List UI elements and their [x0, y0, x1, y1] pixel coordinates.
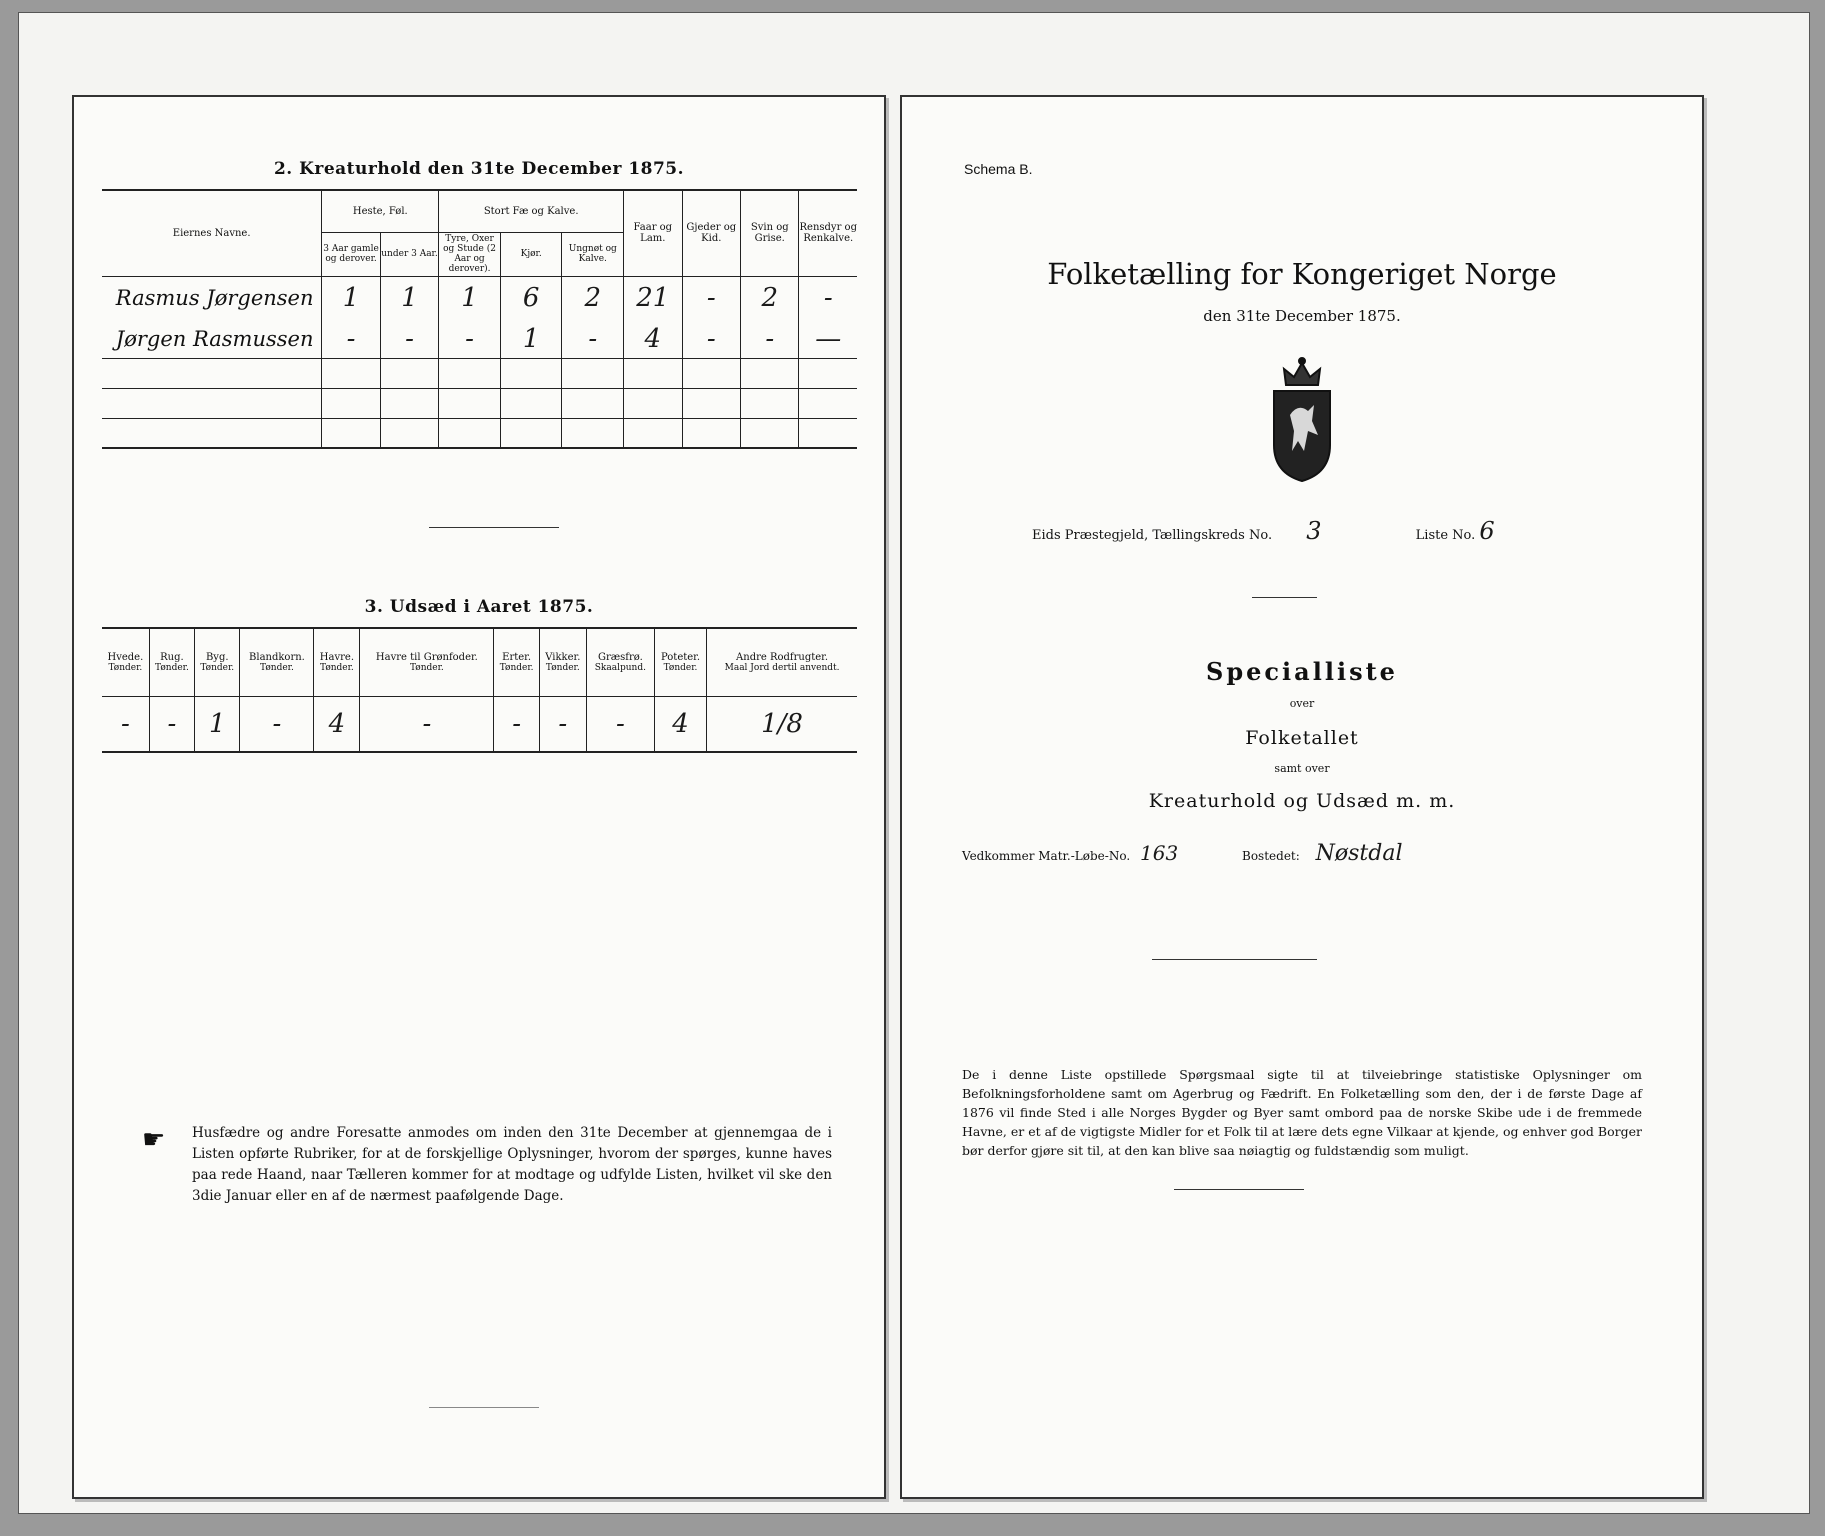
divider: [1152, 959, 1317, 960]
cell: -: [380, 320, 438, 358]
crop-name: Poteter.: [660, 651, 701, 663]
page-title: Folketælling for Kongeriget Norge: [1047, 257, 1557, 291]
crop-name: Blandkorn.: [249, 651, 305, 663]
table-row: [102, 320, 857, 358]
crop-header: [240, 628, 314, 696]
table-row: [102, 358, 857, 388]
crop-header: [102, 628, 149, 696]
bostedet-label: Bostedet:: [1242, 849, 1300, 863]
table-row: [102, 276, 857, 320]
owner-cell: Rasmus Jørgensen: [102, 276, 322, 320]
crop-value: -: [360, 696, 494, 752]
right-page: [900, 95, 1704, 1499]
cell: 1: [380, 276, 438, 320]
cell: 2: [741, 276, 799, 320]
reindeer-header: Rensdyr og Renkalve.: [799, 190, 857, 276]
horses-young-header: under 3 Aar.: [380, 232, 438, 276]
crop-value: -: [586, 696, 654, 752]
crop-unit: Skaalpund.: [594, 662, 646, 673]
crop-value: 4: [314, 696, 360, 752]
crop-value: -: [102, 696, 149, 752]
bostedet-value: Nøstdal: [1315, 841, 1403, 866]
horses-old-header: 3 Aar gamle og derover.: [322, 232, 380, 276]
special-list-title: Specialliste: [1206, 657, 1398, 686]
cell: 1: [439, 276, 501, 320]
crop-value: -: [149, 696, 194, 752]
table-row: [102, 418, 857, 448]
section3-title: 3. Udsæd i Aaret 1875.: [364, 597, 594, 617]
matr-label: Vedkommer Matr.-Løbe-No.: [962, 849, 1131, 863]
schema-label: Schema B.: [964, 161, 1033, 177]
divider: [429, 1407, 539, 1408]
left-page: [72, 95, 886, 1499]
crop-table: [102, 627, 857, 753]
list-number: 6: [1479, 517, 1495, 545]
goats-header: Gjeder og Kid.: [682, 190, 740, 276]
cattle-cows-header: Kjør.: [500, 232, 562, 276]
table-row: [102, 388, 857, 418]
cattle-bulls-header: Tyre, Oxer og Stude (2 Aar og derover).: [439, 232, 501, 276]
cell: -: [322, 320, 380, 358]
crop-name: Havre til Grønfoder.: [375, 651, 478, 663]
matr-number: 163: [1140, 841, 1179, 865]
sheep-header: Faar og Lam.: [624, 190, 682, 276]
census-date: den 31te December 1875.: [1203, 307, 1401, 325]
cell: -: [562, 320, 624, 358]
crop-value: 1/8: [707, 696, 857, 752]
district-label: Tællingskreds No.: [1152, 528, 1273, 543]
divider: [1252, 597, 1317, 598]
samt-over-text: samt over: [1274, 762, 1330, 775]
divider: [429, 527, 559, 528]
district-number: 3: [1306, 517, 1322, 545]
cell: 21: [624, 276, 682, 320]
cell: -: [799, 276, 857, 320]
crop-unit: Tønder.: [545, 662, 580, 673]
crop-name: Græsfrø.: [597, 651, 643, 663]
crop-name: Havre.: [319, 651, 355, 663]
horses-header: Heste, Føl.: [322, 190, 439, 232]
crop-name: Rug.: [160, 651, 184, 663]
crop-header: [707, 628, 857, 696]
crop-header: [586, 628, 654, 696]
crop-header: [654, 628, 706, 696]
cell: 1: [322, 276, 380, 320]
cell: -: [682, 276, 740, 320]
matr-line: [962, 841, 1662, 866]
instructions-note: Husfædre og andre Foresatte anmodes om inden den 31te December at gjennemgaa de i Listen opførte Rubriker, for at de forskjellige Oplysninger, hvorom der spørges, kunne haves paa rede Haand, naar Tælleren kommer for at modtage og udfylde Listen, hvilket vil ske den 3die Januar eller en af de nærmest paafølgende Dage.: [192, 1125, 832, 1204]
coat-of-arms-icon: [1264, 355, 1340, 485]
pigs-header: Svin og Grise.: [741, 190, 799, 276]
parish-label: Eids Præstegjeld,: [1032, 528, 1149, 543]
cattle-header: Stort Fæ og Kalve.: [439, 190, 624, 232]
owner-header: Eiernes Navne.: [102, 190, 322, 276]
cell: 1: [500, 320, 562, 358]
crop-header: [360, 628, 494, 696]
crop-unit: Tønder.: [663, 662, 698, 673]
crop-name: Vikker.: [545, 651, 581, 663]
cell: —: [799, 320, 857, 358]
pointing-hand-icon: ☛: [142, 1125, 166, 1155]
crop-unit: Tønder.: [260, 662, 294, 673]
crop-unit: Tønder.: [200, 662, 235, 673]
crop-header: [494, 628, 539, 696]
crop-name: Andre Rodfrugter.: [736, 651, 829, 663]
crop-header: [149, 628, 194, 696]
crop-value: 4: [654, 696, 706, 752]
cell: 2: [562, 276, 624, 320]
crop-value: 1: [195, 696, 240, 752]
crop-header: [195, 628, 240, 696]
livestock-table: [102, 189, 857, 449]
crop-unit: Tønder.: [320, 662, 354, 673]
cell: -: [439, 320, 501, 358]
crop-name: Byg.: [205, 651, 229, 663]
crop-name: Hvede.: [107, 651, 144, 663]
crop-header: [314, 628, 360, 696]
crop-unit: Tønder.: [410, 662, 444, 673]
cell: -: [682, 320, 740, 358]
cattle-young-header: Ungnøt og Kalve.: [562, 232, 624, 276]
crop-name: Erter.: [502, 651, 532, 663]
cell: 6: [500, 276, 562, 320]
crop-value: -: [539, 696, 586, 752]
folketallet-text: Folketallet: [1245, 727, 1359, 749]
crop-value: -: [240, 696, 314, 752]
over-text: over: [1289, 697, 1315, 710]
crop-unit: Tønder.: [499, 662, 534, 673]
divider: [1174, 1189, 1304, 1190]
crop-unit: Tønder.: [155, 662, 189, 673]
list-label: Liste No.: [1415, 528, 1476, 543]
crop-unit: Tønder.: [108, 662, 143, 673]
kreaturhold-text: Kreaturhold og Udsæd m. m.: [1148, 790, 1456, 812]
crop-header: [539, 628, 586, 696]
crop-unit: Maal Jord dertil anvendt.: [724, 662, 840, 673]
cell: 4: [624, 320, 682, 358]
explanatory-paragraph: De i denne Liste opstillede Spørgsmaal sigte til at tilveiebringe statistiske Oplysninger om Befolkningsforholdene samt om Agerbrug og Fædrift. En Folketælling som den, der i de første Dage af 1876 vil finde Sted i alle Norges Bygder og Byer samt ombord paa de norske Skibe ude i de fremmede Havne, er et af de vigtigste Midler for et Folk til at lære dets egne Vilkaar at kjende, og enhver god Borger bør derfor gjøre sit til, at den kan blive saa nøiagtig og fuldstændig som muligt.: [962, 1067, 1642, 1158]
crop-value: -: [494, 696, 539, 752]
district-line: [1032, 517, 1592, 545]
section2-title: 2. Kreaturhold den 31te December 1875.: [273, 159, 685, 179]
cell: -: [741, 320, 799, 358]
owner-cell: Jørgen Rasmussen: [102, 320, 322, 358]
table-row: [102, 696, 857, 752]
